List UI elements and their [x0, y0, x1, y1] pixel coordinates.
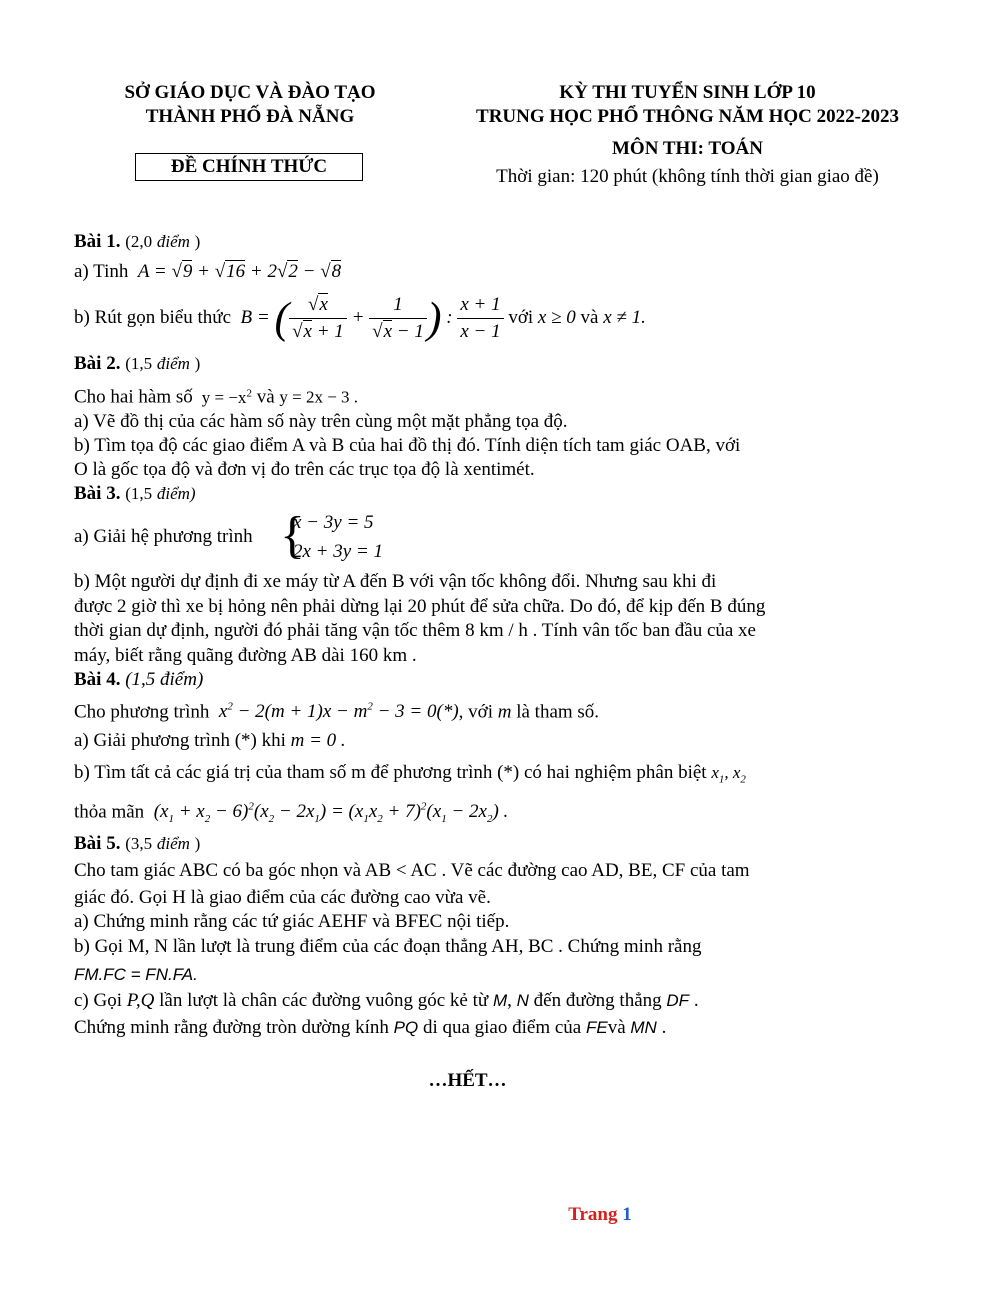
bai3-part-b-line2: được 2 giờ thì xe bị hỏng nên phải dừng lại 20 phút để sửa chữa. Do đó, để kịp đến B đúng [74, 596, 766, 617]
bai4-condition [74, 795, 508, 831]
bai1-a-expression: A = √9 + √16 + 2√2 − √8 [133, 261, 342, 282]
bai5-points-close: ) [194, 834, 201, 853]
bai2-func1: $y = -x^2$ [197, 387, 252, 407]
bai5-title: Bài 5. [74, 833, 121, 854]
bai4-intro-text: Cho phương trình [74, 701, 210, 723]
official-exam-badge: ĐỀ CHÍNH THỨC [135, 153, 363, 181]
bai4-intro [74, 695, 599, 724]
city-name: THÀNH PHỐ ĐÀ NẴNG [145, 106, 355, 127]
page-footer [0, 1204, 1000, 1226]
exam-duration: Thời gian: 120 phút (không tính thời gian giao đề) [496, 166, 879, 187]
bai1-title: Bài 1. [74, 231, 121, 252]
bai5-heading [74, 832, 200, 856]
bai1-b-cond-word: với [508, 307, 534, 328]
bai4-a-star: (*) [234, 730, 257, 751]
bai2-points-close: ) [194, 354, 201, 373]
page-word: Trang [568, 1204, 618, 1225]
bai5-c-points: P,Q [126, 990, 155, 1011]
bai5-c-period: . [693, 990, 699, 1011]
bai1-points-word: điểm [156, 232, 190, 251]
exam-subject: MÔN THI: TOÁN [612, 138, 763, 159]
end-marker: …HẾT… [428, 1070, 507, 1091]
bai5-points: (3,5 [125, 834, 153, 853]
bai5-c-comma: , [507, 990, 512, 1011]
bai5-part-c-line2 [74, 1016, 666, 1040]
bai2-intro-text: Cho hai hàm số [74, 386, 193, 408]
bai5-c-text3: Chứng minh rằng đường tròn dường kính [74, 1017, 389, 1038]
bai5-c-m: M [492, 991, 508, 1010]
system-brace: { [280, 507, 305, 564]
bai5-part-b-equation: FM.FC = FN.FA. [74, 965, 198, 984]
bai4-title: Bài 4. [74, 669, 121, 690]
system-eq2: 2x + 3y = 1 [293, 541, 384, 562]
bai2-part-b-line2: O là gốc tọa độ và đơn vị đo trên các trục tọa độ là xentimét. [74, 459, 535, 480]
bai4-a-value: m = 0 . [290, 730, 346, 751]
bai5-c-fe: FE [585, 1018, 608, 1037]
bai4-equation: $x^2 - 2(m + 1)x - m^2 - 3 = 0(*)$ [214, 701, 459, 723]
bai4-roots: $x_1$, $x_2$ [711, 763, 746, 786]
bai1-points-close: ) [194, 232, 201, 251]
bai5-part-b: b) Gọi M, N lần lượt là trung điểm của các đoạn thẳng AH, BC . Chứng minh rằng [74, 936, 702, 957]
bai1-b-expression: B = ( $\frac{√x}{√x + 1}$ + $\frac{1}{√x - 1}$ ) : $\frac{x + 1}{x - 1}$ [236, 307, 509, 328]
bai2-title: Bài 2. [74, 353, 121, 374]
bai2-heading [74, 352, 200, 376]
bai3-points: (1,5 [125, 484, 153, 503]
bai1-b-cond1: x ≥ 0 [537, 307, 576, 328]
bai3-part-b-line4: máy, biết rằng quãng đường AB dài 160 km . [74, 645, 417, 666]
bai2-points-word: điểm [156, 354, 190, 373]
bai4-intro-tail: , với [458, 701, 493, 723]
bai4-a-when: khi [261, 730, 286, 751]
bai5-part-c-line1 [74, 989, 699, 1013]
bai5-c-df: DF [666, 991, 690, 1010]
bai5-c-text4: di qua giao điểm của [422, 1017, 582, 1038]
bai5-c-label: c) Gọi [74, 990, 123, 1011]
bai2-intro [74, 381, 358, 410]
bai3-heading [74, 482, 196, 506]
bai4-satisfy: thỏa mãn [74, 801, 145, 823]
bai4-a-label: a) Giải phương trình [74, 730, 230, 751]
bai5-c-text2: đến đường thẳng [533, 990, 662, 1011]
bai3-points-word: điểm) [156, 484, 196, 503]
bai4-param-tail: là tham số. [516, 701, 600, 723]
bai5-c-period2: . [661, 1017, 667, 1038]
bai4-points: (1,5 điểm) [125, 669, 204, 690]
bai4-part-b [74, 761, 746, 791]
bai3-part-b-line3: thời gian dự định, người đó phải tăng vận tốc thêm 8 km / h . Tính vân tốc ban đầu của xe [74, 620, 756, 641]
bai5-points-word: điểm [156, 834, 190, 853]
bai5-line2: giác đó. Gọi H là giao điểm của các đường cao vừa vẽ. [74, 887, 491, 908]
bai4-heading [74, 668, 203, 692]
bai5-c-mn: MN [630, 1018, 657, 1037]
bai5-c-text1: lần lượt là chân các đường vuông góc kẻ từ [159, 990, 489, 1011]
bai5-c-n: N [516, 991, 529, 1010]
bai5-c-and: và [607, 1017, 626, 1038]
bai1-part-b [74, 290, 646, 346]
bai1-points: (2,0 [125, 232, 153, 251]
bai2-points: (1,5 [125, 354, 153, 373]
bai1-b-label: b) Rút gọn biểu thức [74, 307, 232, 328]
bai1-part-a [74, 260, 341, 284]
page-number: 1 [622, 1204, 632, 1225]
bai5-c-pq: PQ [393, 1018, 419, 1037]
bai3-title: Bài 3. [74, 483, 121, 504]
system-eq1: x − 3y = 5 [293, 512, 374, 533]
bai2-part-b-line1: b) Tìm tọa độ các giao điểm A và B của hai đồ thị đó. Tính diện tích tam giác OAB, với [74, 435, 741, 456]
bai1-heading [74, 230, 200, 254]
bai2-intro-and: và [256, 386, 275, 408]
bai1-b-cond2: x ≠ 1. [603, 307, 646, 328]
bai3-part-a-label: a) Giải hệ phương trình [74, 526, 253, 547]
bai4-param: m [497, 701, 512, 723]
bai4-part-a [74, 729, 346, 753]
exam-level: TRUNG HỌC PHỔ THÔNG NĂM HỌC 2022-2023 [476, 106, 899, 127]
bai4-condition-expression: $(x_1 + x_2 - 6)^2(x_2 - 2x_1) = (x_1x_2 + 7)^2(x_1 - 2x_2)$ . [148, 801, 509, 826]
bai5-part-a: a) Chứng minh rằng các tứ giác AEHF và BFEC nội tiếp. [74, 911, 510, 932]
bai4-b-label: b) Tìm tất cả các giá trị của tham số m để phương trình (*) có hai nghiệm phân biệt [74, 762, 707, 783]
bai2-part-a: a) Vẽ đồ thị của các hàm số này trên cùng một mặt phẳng tọa độ. [74, 411, 568, 432]
bai1-b-cond-and: và [580, 307, 599, 328]
exam-title: KỲ THI TUYỂN SINH LỚP 10 [559, 82, 816, 103]
bai5-line1: Cho tam giác ABC có ba góc nhọn và AB < AC . Vẽ các đường cao AD, BE, CF của tam [74, 860, 750, 881]
bai1-a-label: a) Tinh [74, 261, 129, 282]
bai3-part-b-line1: b) Một người dự định đi xe máy từ A đến B với vận tốc không đổi. Nhưng sau khi đi [74, 571, 717, 592]
bai2-func2: y = 2x − 3 . [279, 387, 359, 407]
department-name: SỞ GIÁO DỤC VÀ ĐÀO TẠO [124, 82, 376, 103]
